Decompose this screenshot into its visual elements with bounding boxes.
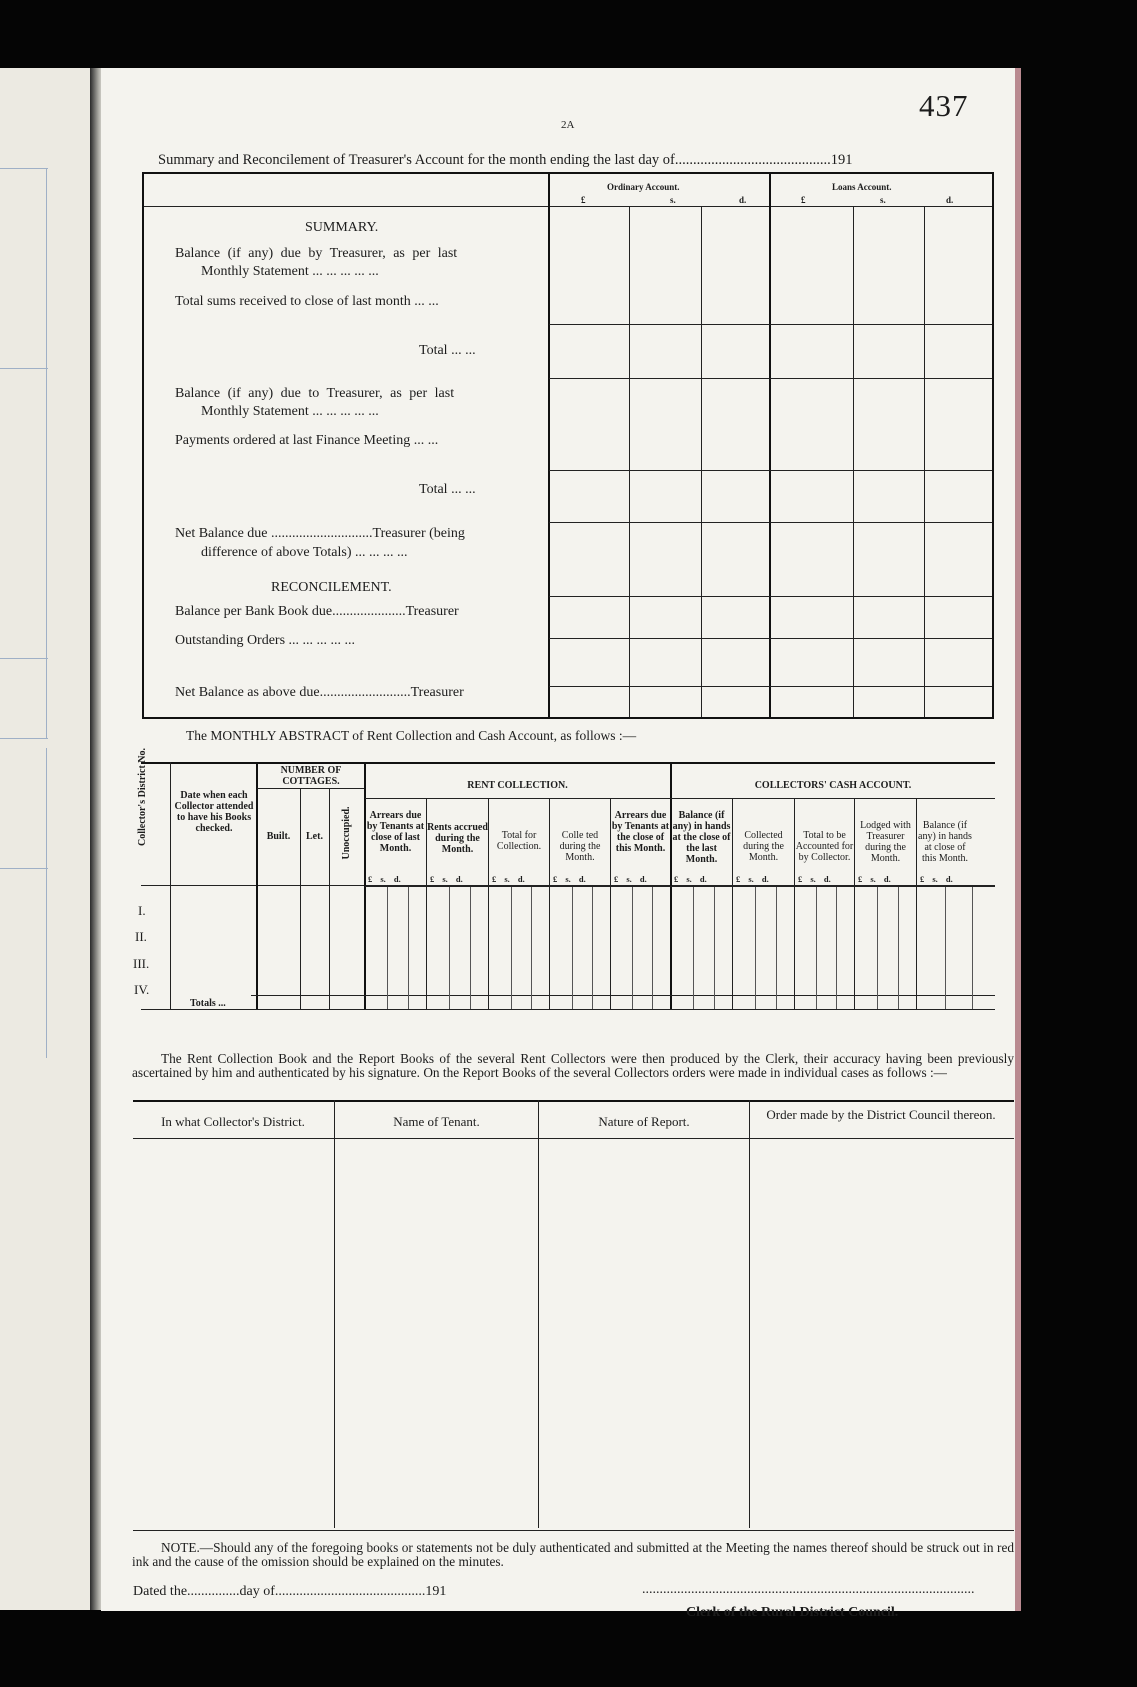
date-col-header: Date when each Collector attended to have his Books checked. xyxy=(174,790,254,834)
lsd-divider xyxy=(776,887,777,1009)
lsd-divider xyxy=(511,887,512,1009)
cash-col-2: Collected during the Month. xyxy=(743,830,784,863)
summary-row-7b: difference of above Totals) ... ... ... ... xyxy=(201,545,408,560)
lsd-divider xyxy=(387,887,388,1009)
cash-col-5: Balance (if any) in hands at close of this Month. xyxy=(918,820,972,864)
district-row-2: II. xyxy=(135,929,147,944)
left-page-edge xyxy=(0,68,93,1610)
lsd-divider xyxy=(531,887,532,1009)
signature-line: ............................................................................................... xyxy=(642,1582,975,1597)
ordinary-account-label: Ordinary Account. xyxy=(607,182,680,192)
lsd-label: £ s. d. xyxy=(553,874,586,884)
loan-pence: d. xyxy=(946,195,954,205)
lsd-label: £ s. d. xyxy=(674,874,707,884)
rent-col-2: Rents accrued during the Month. xyxy=(427,822,488,855)
district-row-4: IV. xyxy=(134,982,150,997)
reconcilement-title: RECONCILEMENT. xyxy=(271,580,392,595)
ord-shillings: s. xyxy=(670,195,676,205)
rent-col-4: Colle ted during the Month. xyxy=(559,830,601,863)
lsd-label: £ s. d. xyxy=(920,874,953,884)
orders-col-order: Order made by the District Council thereon. xyxy=(766,1107,996,1122)
lsd-divider xyxy=(449,887,450,1009)
loan-shillings: s. xyxy=(880,195,886,205)
abstract-heading: The MONTHLY ABSTRACT of Rent Collection and Cash Account, as follows :— xyxy=(186,728,637,743)
dated-line: Dated the...............day of...........................................191 xyxy=(133,1584,447,1599)
lsd-divider xyxy=(693,887,694,1009)
cash-col-1: Balance (if any) in hands at the close of the last Month. xyxy=(672,810,731,865)
summary-total-2: Total ... ... xyxy=(419,482,476,497)
lsd-divider xyxy=(945,887,946,1009)
lsd-divider xyxy=(592,887,593,1009)
lsd-divider xyxy=(972,887,973,1009)
ord-pounds: £ xyxy=(581,195,586,205)
summary-row-7a: Net Balance due .............................Treasurer (being xyxy=(175,526,465,541)
rent-collection-title: RENT COLLECTION. xyxy=(467,780,568,791)
reconcile-row-3: Net Balance as above due..........................Treasurer xyxy=(175,685,464,700)
cash-account-title: COLLECTORS' CASH ACCOUNT. xyxy=(754,780,912,791)
cottages-unoccupied: Unoccupied. xyxy=(341,806,352,860)
lsd-divider xyxy=(572,887,573,1009)
summary-row-4b: Monthly Statement ... ... ... ... ... xyxy=(201,404,379,419)
lsd-divider xyxy=(877,887,878,1009)
orders-col-district: In what Collector's District. xyxy=(161,1114,305,1129)
cottages-title: NUMBER OF COTTAGES. xyxy=(280,765,342,787)
lsd-label: £ s. d. xyxy=(736,874,769,884)
orders-col-report: Nature of Report. xyxy=(598,1114,690,1129)
summary-total-1: Total ... ... xyxy=(419,343,476,358)
rent-col-5: Arrears due by Tenants at the close of this Month. xyxy=(611,810,670,854)
orders-col-tenant: Name of Tenant. xyxy=(393,1114,480,1129)
signature-mark: 2A xyxy=(561,119,575,131)
lsd-label: £ s. d. xyxy=(492,874,525,884)
note-paragraph: NOTE.—Should any of the foregoing books or statements not be duly authenticated and submitted at the Meeting the names thereof should be struck out in red ink and the cause of the omission should be explained on the minutes. xyxy=(132,1540,1014,1569)
summary-title: SUMMARY. xyxy=(305,220,379,235)
lsd-divider xyxy=(408,887,409,1009)
lsd-label: £ s. d. xyxy=(368,874,401,884)
collectors-paragraph: The Rent Collection Book and the Report Books of the several Rent Collectors were then produced by the Clerk, their accuracy having been previously ascertained by him and authenticated by his signature. On the Report Books of the several Collectors orders were made in individual cases as follows :— xyxy=(132,1051,1014,1080)
lsd-label: £ s. d. xyxy=(798,874,831,884)
summary-row-4a: Balance (if any) due to Treasurer, as per last xyxy=(175,386,455,401)
reconcile-row-2: Outstanding Orders ... ... ... ... ... xyxy=(175,633,356,648)
lsd-divider xyxy=(836,887,837,1009)
loans-account-label: Loans Account. xyxy=(832,182,892,192)
summary-row-5: Payments ordered at last Finance Meeting ... ... xyxy=(175,433,439,448)
lsd-divider xyxy=(755,887,756,1009)
page-number: 437 xyxy=(919,88,969,123)
district-row-1: I. xyxy=(138,903,146,918)
cash-col-3: Total to be Accounted for by Collector. xyxy=(795,830,854,863)
lsd-divider xyxy=(632,887,633,1009)
lsd-divider xyxy=(714,887,715,1009)
cottages-let: Let. xyxy=(306,831,323,842)
summary-row-1a: Balance (if any) due by Treasurer, as per last xyxy=(175,246,458,261)
rent-col-1: Arrears due by Tenants at close of last Month. xyxy=(366,810,425,854)
clerk-title: Clerk of the Rural District Council. xyxy=(686,1605,899,1620)
cash-col-4: Lodged with Treasurer during the Month. xyxy=(860,820,911,864)
totals-label: Totals ... xyxy=(190,998,226,1009)
district-row-3: III. xyxy=(133,956,150,971)
lsd-label: £ s. d. xyxy=(430,874,463,884)
lsd-label: £ s. d. xyxy=(858,874,891,884)
lsd-divider xyxy=(898,887,899,1009)
ord-pence: d. xyxy=(739,195,747,205)
lsd-divider xyxy=(652,887,653,1009)
lsd-label: £ s. d. xyxy=(614,874,647,884)
district-no-header: Collector's District No. xyxy=(137,747,148,846)
summary-heading: Summary and Reconcilement of Treasurer's Account for the month ending the last day of...........................................191 xyxy=(158,152,853,168)
lsd-divider xyxy=(470,887,471,1009)
loan-pounds: £ xyxy=(801,195,806,205)
document-page xyxy=(101,68,1021,1620)
lsd-divider xyxy=(816,887,817,1009)
summary-row-1b: Monthly Statement ... ... ... ... ... xyxy=(201,264,379,279)
rent-col-3: Total for Collection. xyxy=(496,830,542,852)
cottages-built: Built. xyxy=(266,831,291,842)
reconcile-row-1: Balance per Bank Book due.....................Treasurer xyxy=(175,604,459,619)
summary-row-2: Total sums received to close of last month ... ... xyxy=(175,294,439,309)
